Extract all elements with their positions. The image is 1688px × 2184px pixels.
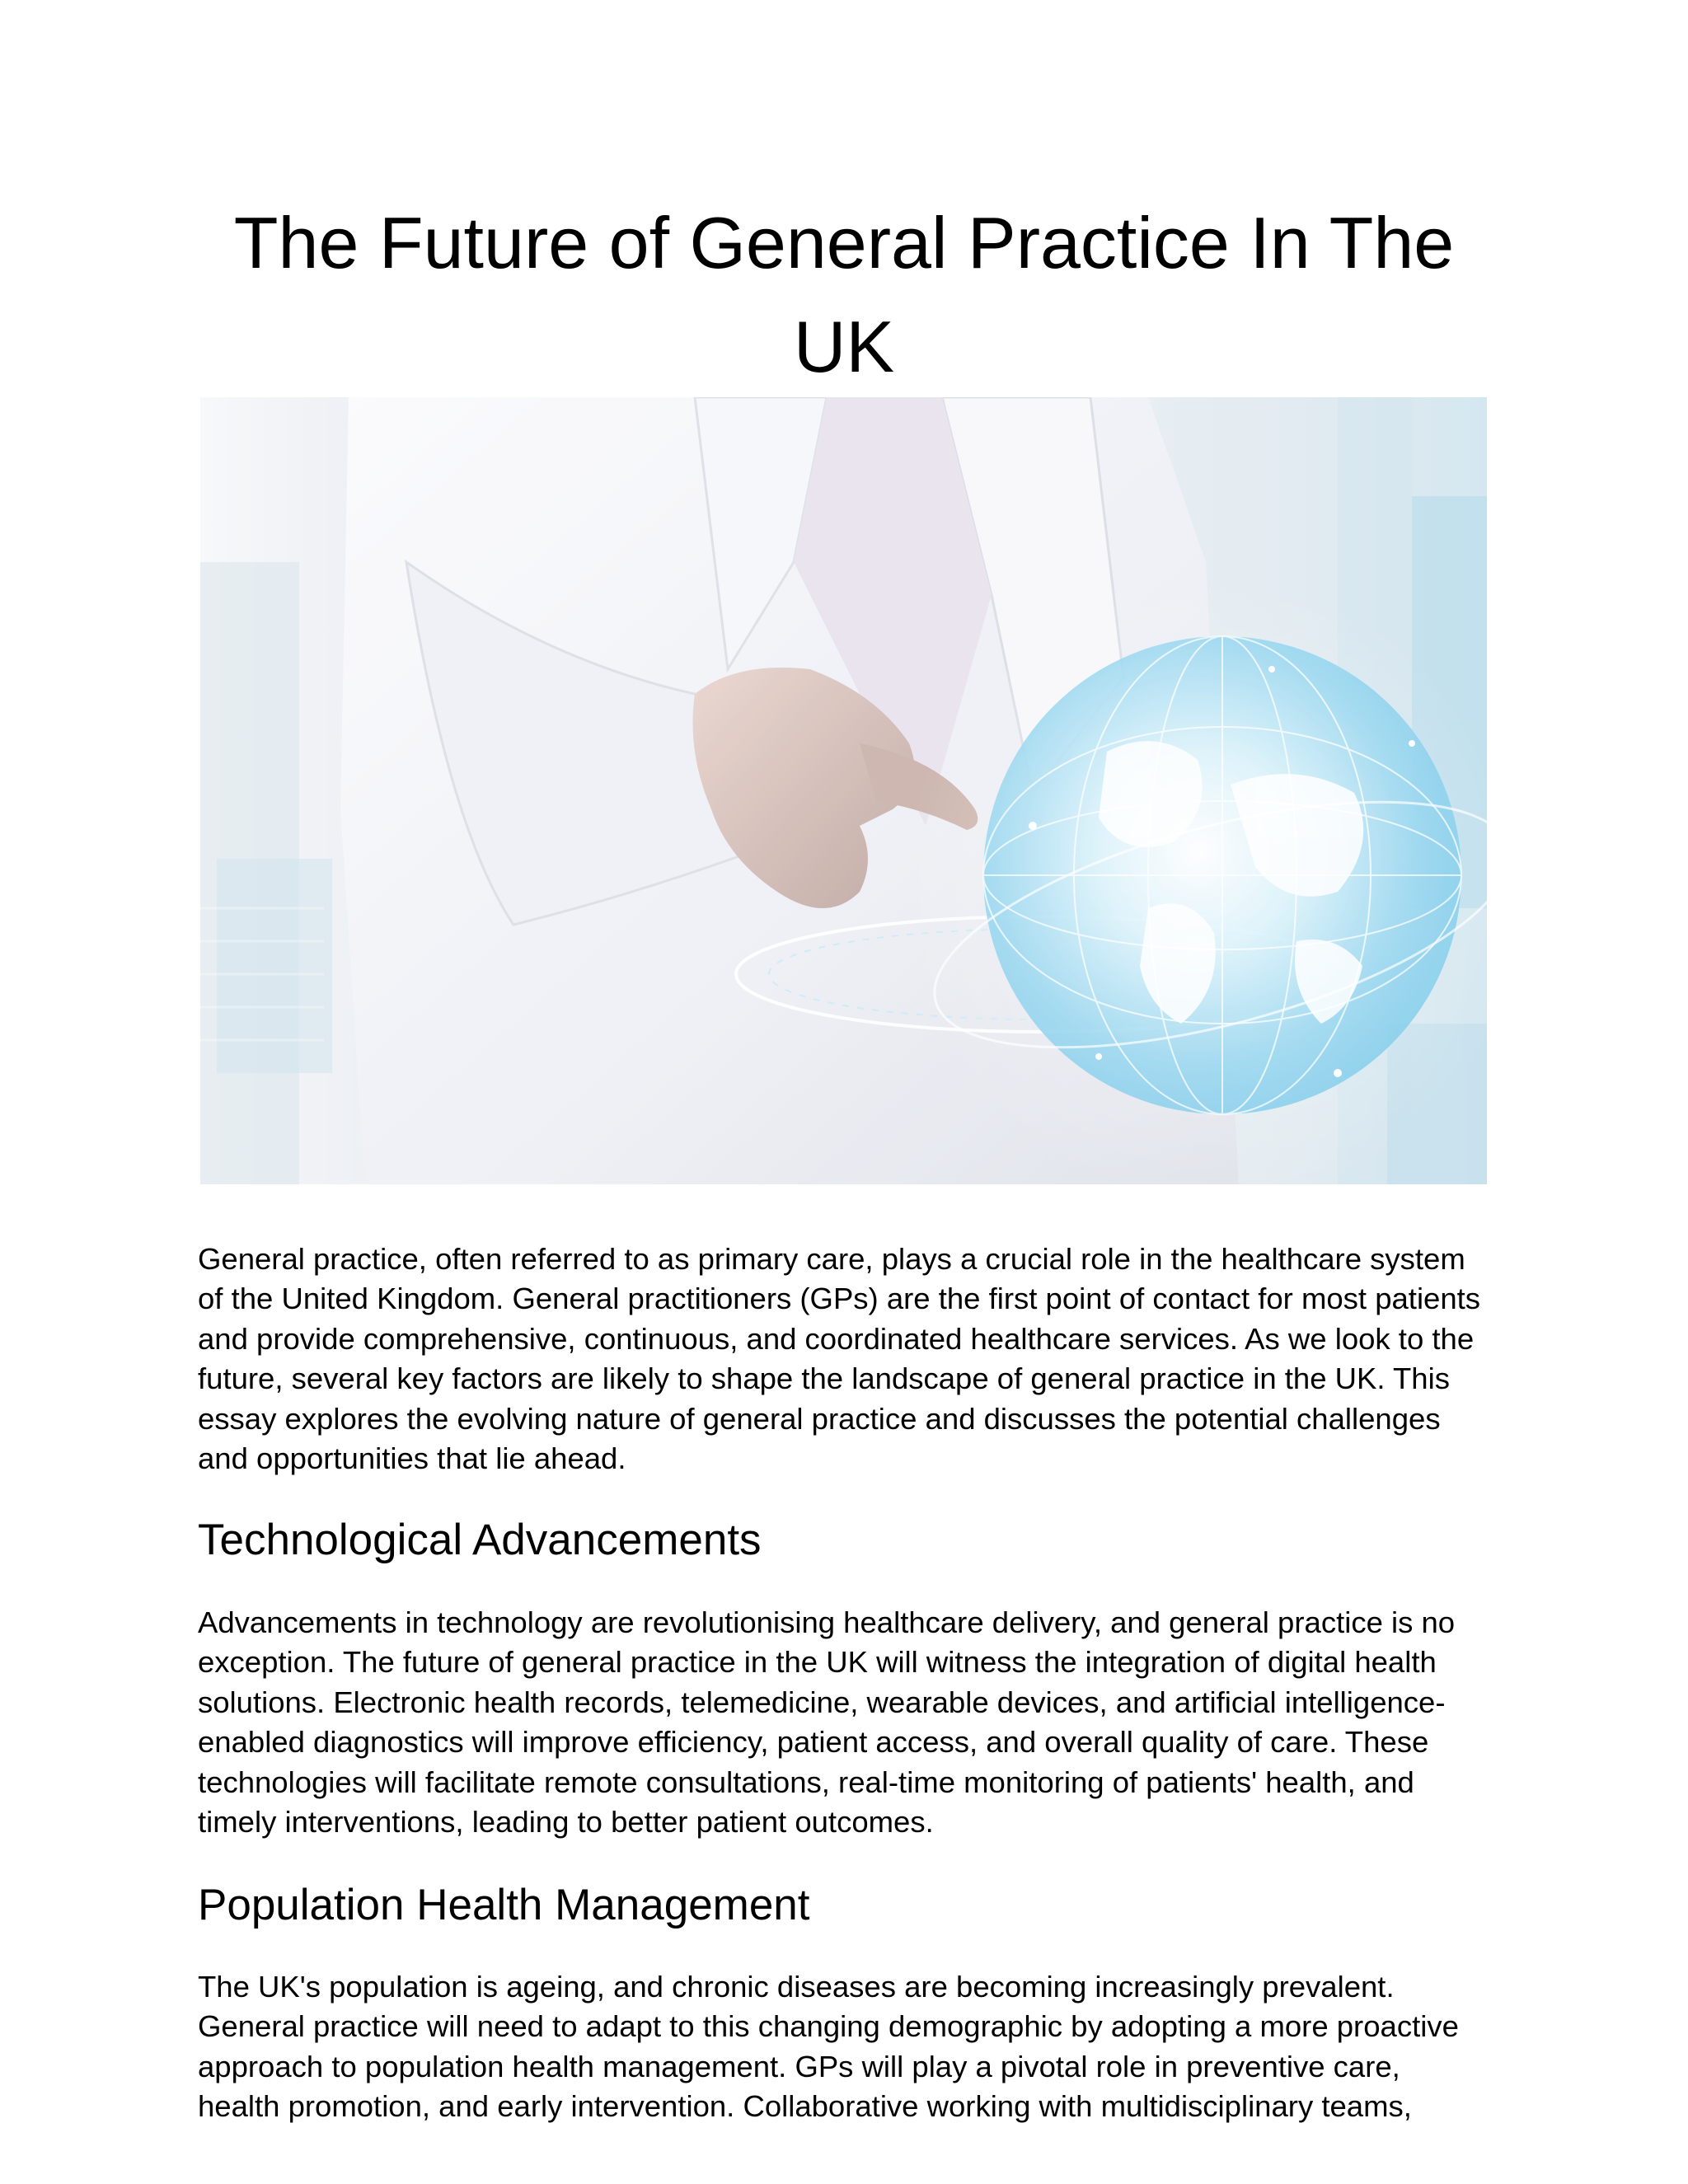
section-heading-technological-advancements: Technological Advancements [198, 1516, 762, 1564]
doctor-globe-photo-icon [200, 397, 1487, 1184]
section-body-population-health-management: The UK's population is ageing, and chronic diseases are becoming increasingly prevalent. General practice will need to adapt to this changing demographic by adopting a more proactive approach to population health management. GPs will play a pivotal role in preventive care, health promotion, and early intervention. Collaborative working with multidisciplinary teams, [198, 1970, 1459, 2124]
hero-image [200, 397, 1487, 1184]
intro-paragraph: General practice, often referred to as primary care, plays a crucial role in the healthcare system of the United Kingdom. General practitioners (GPs) are the first point of contact for most patients and provide comprehensive, continuous, and coordinated healthcare services. As we look to the future, several key factors are likely to shape the landscape of general practice in the UK. This essay explores the evolving nature of general practice and discusses the potential challenges and opportunities that lie ahead. [198, 1242, 1481, 1476]
page-title: The Future of General Practice In The UK [233, 202, 1455, 387]
section-heading-population-health-management: Population Health Management [198, 1881, 810, 1929]
section-body-technological-advancements: Advancements in technology are revolutionising healthcare delivery, and general practice is no exception. The future of general practice in the UK will witness the integration of digital health solutions. Electronic health records, telemedicine, wearable devices, and artificial intelligence-enabled diagnostics will improve efficiency, patient access, and overall quality of care. These technologies will facilitate remote consultations, real-time monitoring of patients' health, and timely interventions, leading to better patient outcomes. [198, 1605, 1456, 1840]
